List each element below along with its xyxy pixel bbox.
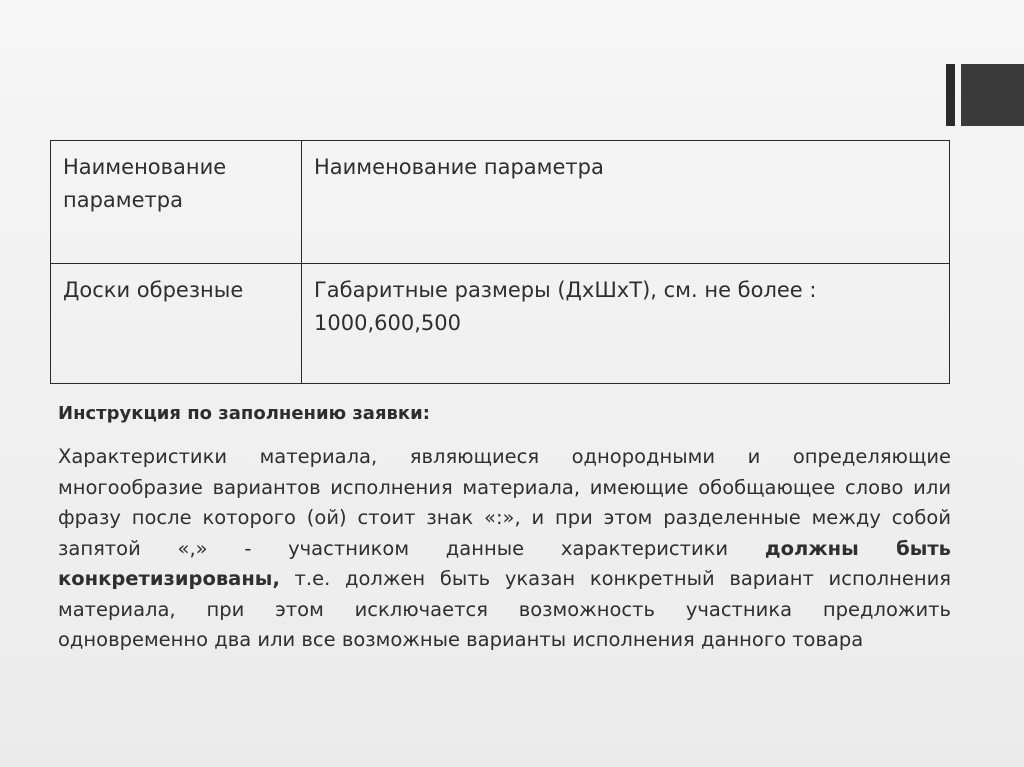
instructions-text-end: т.е. должен быть указан конкретный вариант исполнения материала, при этом исключается возможность участника предложить одновременно два или все возможные варианты исполнения данного товара: [58, 567, 951, 651]
instructions-body: [58, 442, 951, 656]
table-cell: Наименование параметра: [51, 141, 302, 264]
table-cell: Доски обрезные: [51, 264, 302, 384]
instructions-text: Характеристики материала, являющиеся однородными и определяющие многообразие вариантов исполнения материала, имеющие обобщающее слово или фразу после которого (ой) стоит знак «:», и при этом разделенные между собой запятой «,» - участником данные характеристики: [58, 445, 951, 560]
parameters-table: [50, 140, 950, 384]
table-row: [51, 141, 950, 264]
decorative-bar-thin: [946, 64, 955, 126]
decorative-bar-wide: [961, 64, 1024, 126]
table-row: [51, 264, 950, 384]
table-cell: Габаритные размеры (ДхШхТ), см. не более : 1000,600,500: [302, 264, 950, 384]
table-cell: Наименование параметра: [302, 141, 950, 264]
instructions-title: Инструкция по заполнению заявки:: [58, 403, 430, 424]
instructions-emphasis: должны быть конкретизированы,: [58, 536, 951, 590]
